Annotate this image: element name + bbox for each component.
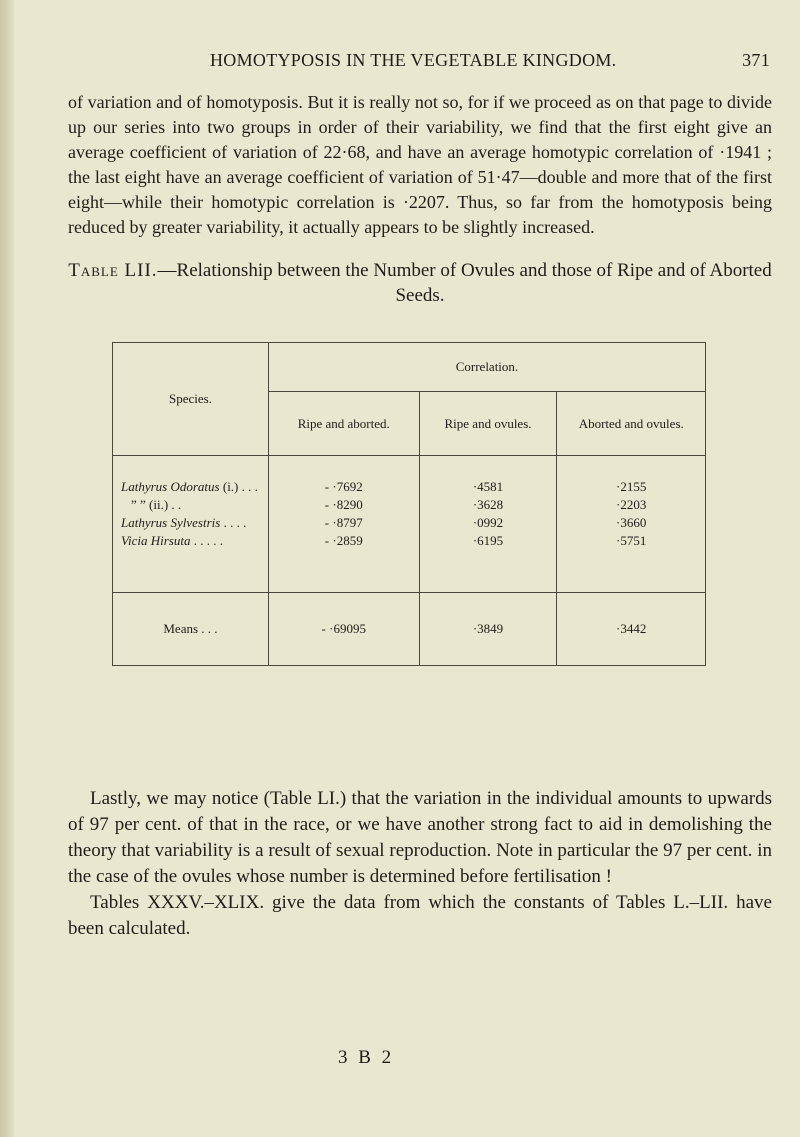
species-name: Lathyrus Sylvestris (121, 515, 221, 530)
means-ripe-ovules: ·3849 (419, 593, 557, 666)
table-label: Table LII. (68, 260, 158, 281)
value: ·4581 (472, 479, 504, 494)
column-header-ripe-aborted: Ripe and aborted. (268, 392, 419, 456)
body-paragraph-3: Tables XXXV.–XLIX. give the data from which the constants of Tables L.–LII. have been calculated. (68, 892, 772, 939)
species-name: Lathyrus Odoratus (121, 479, 220, 494)
species-row (121, 514, 268, 532)
table-data-row (113, 456, 706, 593)
ripe-ovules-cell (419, 456, 557, 593)
signature-mark: 3 B 2 (338, 1047, 395, 1068)
page-edge-shadow (0, 0, 14, 1137)
value: ·2203 (616, 497, 647, 512)
page-number: 371 (742, 50, 770, 70)
aborted-ovules-cell (557, 456, 706, 593)
ripe-aborted-cell (268, 456, 419, 593)
value: ·5751 (616, 533, 647, 548)
body-paragraph-1: of variation and of homotyposis. But it is really not so, for if we proceed as on that page to divide up our series into two groups in order of their variability, we find that the first eight give an average coefficient of variation of 22·68, and have an average homotypic correlation of ·1941 ; the last eight have an average coefficient of variation of 51·47—double and more that of the first eight—while their homotypic correlation is ·2207. Thus, so far from the homotyposis being reduced by greater variability, it actually appears to be slightly increased. (68, 92, 772, 237)
correlation-header: Correlation. (268, 343, 705, 392)
table-caption-text: —Relationship between the Number of Ovules and those of Ripe and of Aborted Seeds. (157, 260, 772, 306)
species-suffix: (ii.) . . (145, 497, 182, 512)
species-row (121, 496, 268, 514)
means-row (113, 593, 706, 666)
value: ·6195 (472, 533, 504, 548)
running-title: HOMOTYPOSIS IN THE VEGETABLE KINGDOM. (210, 50, 617, 70)
means-ripe-aborted: - ·69095 (268, 593, 419, 666)
value: ·3628 (472, 497, 504, 512)
value: ·0992 (472, 515, 504, 530)
value: ·2155 (616, 479, 647, 494)
species-suffix: (i.) . . . (219, 479, 258, 494)
column-header-aborted-ovules: Aborted and ovules. (557, 392, 706, 456)
means-label: Means . . . (113, 593, 269, 666)
species-header: Species. (113, 343, 269, 456)
correlation-table (112, 342, 706, 666)
table-caption (68, 258, 772, 308)
species-row (121, 532, 268, 550)
species-name: Vicia Hirsuta (121, 533, 191, 548)
species-cell (113, 456, 269, 593)
value: - ·8290 (324, 497, 363, 512)
value: ·3660 (616, 515, 647, 530)
value: - ·2859 (324, 533, 363, 548)
value: - ·8797 (324, 515, 363, 530)
species-row (121, 478, 268, 496)
means-aborted-ovules: ·3442 (557, 593, 706, 666)
species-suffix: . . . . (220, 515, 247, 530)
column-header-ripe-ovules: Ripe and ovules. (419, 392, 557, 456)
body-paragraph-2: Lastly, we may notice (Table LI.) that the variation in the individual amounts to upwards of 97 per cent. of that in the race, or we have another strong fact to aid in demolishing the theory that variability is a result of sexual reproduction. Note in particular the 97 per cent. in the case of the ovules whose number is determined before fertilisation ! (68, 788, 772, 887)
species-suffix: . . . . . (190, 533, 223, 548)
species-name: ” ” (131, 497, 146, 512)
value: - ·7692 (324, 479, 363, 494)
